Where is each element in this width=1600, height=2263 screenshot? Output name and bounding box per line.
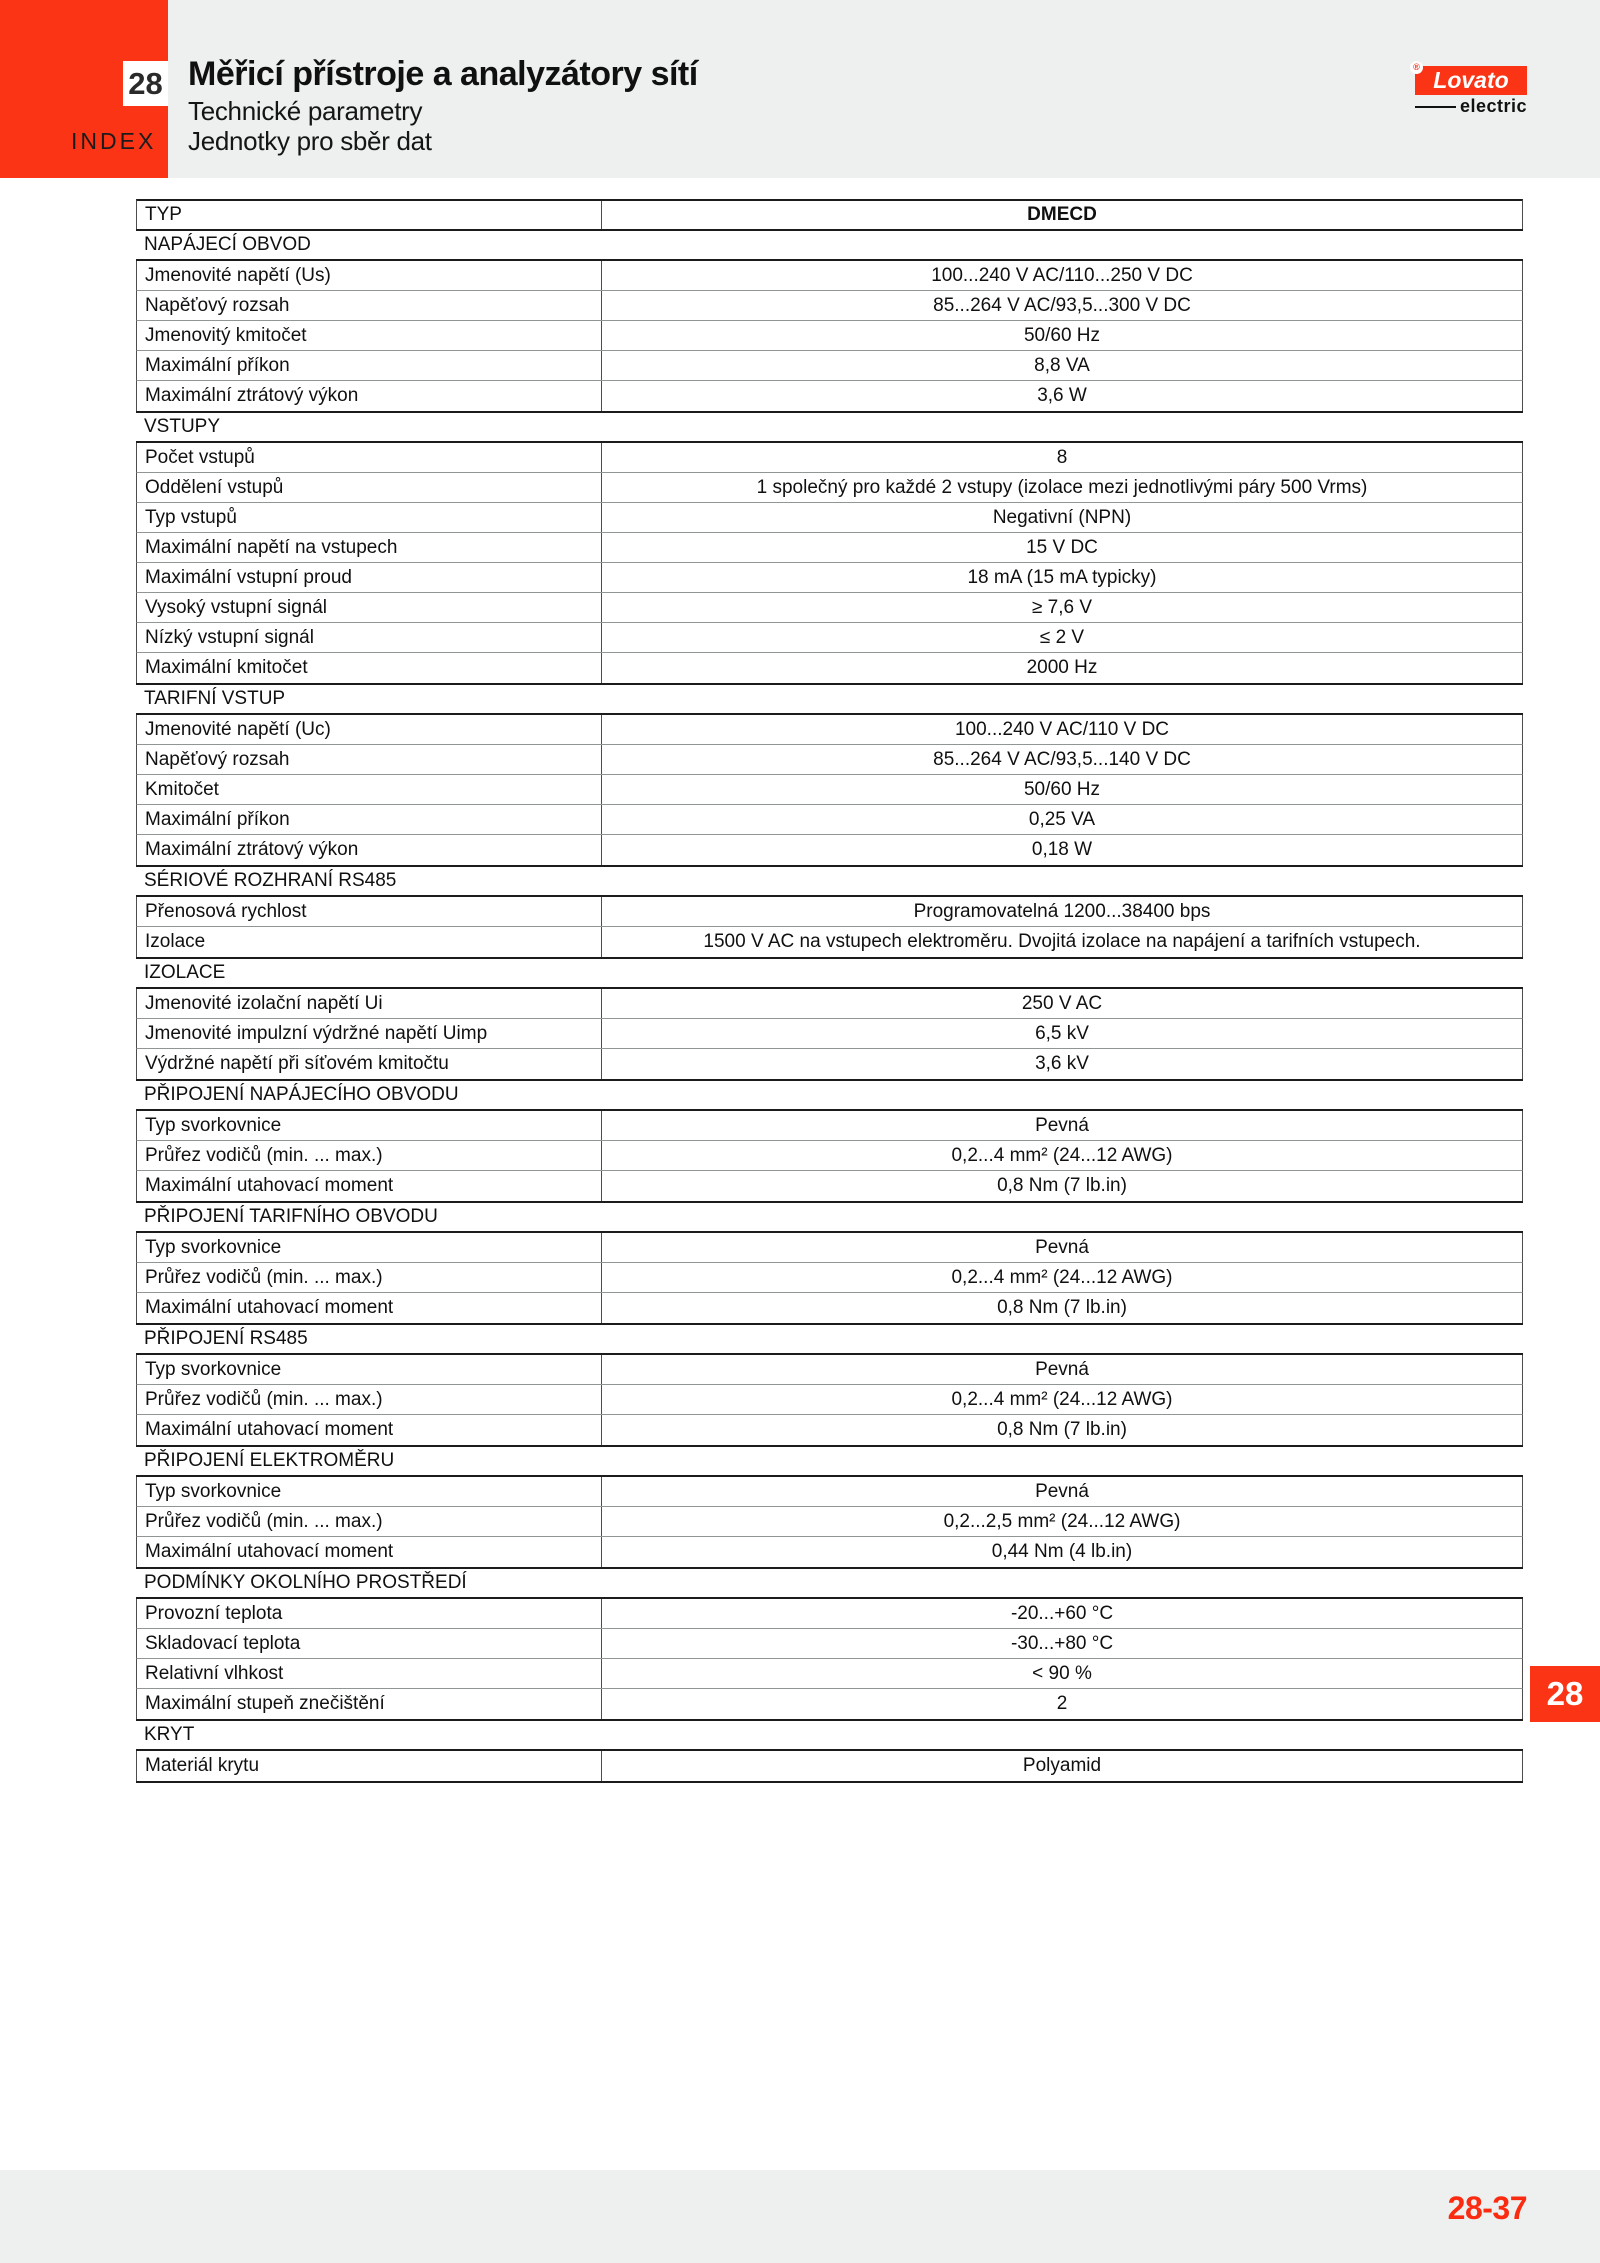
row-value: 18 mA (15 mA typicky): [967, 566, 1157, 588]
section-header-label: PODMÍNKY OKOLNÍHO PROSTŘEDÍ: [144, 1572, 467, 1593]
table-row: [136, 1477, 1523, 1507]
row-value: 0,2...2,5 mm² (24...12 AWG): [943, 1510, 1181, 1532]
row-label: Výdržné napětí při síťovém kmitočtu: [137, 1049, 602, 1079]
row-label: Průřez vodičů (min. ... max.): [137, 1141, 602, 1170]
row-label: Nízký vstupní signál: [137, 623, 602, 652]
row-label: Maximální kmitočet: [137, 653, 602, 683]
table-row: [136, 1293, 1523, 1323]
footer-band: [0, 2170, 1600, 2263]
table-row: [136, 715, 1523, 745]
row-value: 100...240 V AC/110...250 V DC: [931, 264, 1193, 286]
row-label: Maximální příkon: [137, 351, 602, 380]
table-row: [136, 503, 1523, 533]
lovato-logo-electric-row: [1415, 96, 1527, 117]
table-row: [136, 623, 1523, 653]
row-value: 2000 Hz: [1026, 657, 1098, 678]
section-header-label: PŘIPOJENÍ NAPÁJECÍHO OBVODU: [144, 1084, 459, 1105]
row-label: Napěťový rozsah: [137, 291, 602, 320]
index-label: INDEX: [71, 128, 157, 154]
row-label: Průřez vodičů (min. ... max.): [137, 1385, 602, 1414]
row-value: 0,8 Nm (7 lb.in): [997, 1297, 1127, 1318]
row-label: Typ svorkovnice: [137, 1477, 602, 1506]
row-label: Relativní vlhkost: [137, 1659, 602, 1688]
row-label: Maximální vstupní proud: [137, 563, 602, 592]
table-row: [136, 1049, 1523, 1079]
table-row: [136, 1263, 1523, 1293]
table-row: [136, 321, 1523, 351]
table-row: [136, 443, 1523, 473]
row-value: -20...+60 °C: [1010, 1602, 1114, 1624]
row-value: 50/60 Hz: [1023, 778, 1101, 800]
row-value: 6,5 kV: [1035, 1022, 1089, 1044]
row-label: Vysoký vstupní signál: [137, 593, 602, 622]
row-value: 0,2...4 mm² (24...12 AWG): [951, 1388, 1173, 1410]
table-row: [136, 1629, 1523, 1659]
table-section-row: [136, 865, 1523, 897]
row-value: 0,2...4 mm² (24...12 AWG): [951, 1144, 1173, 1166]
lovato-logo-electric: electric: [1459, 96, 1527, 116]
row-value: 8,8 VA: [1034, 354, 1090, 376]
table-row: [136, 775, 1523, 805]
row-value: 0,8 Nm (7 lb.in): [997, 1175, 1127, 1196]
row-value: 0,18 W: [1031, 839, 1093, 860]
row-value: 8: [1056, 446, 1068, 468]
row-value: 0,44 Nm (4 lb.in): [991, 1541, 1133, 1562]
table-section-row: [136, 411, 1523, 443]
row-value: 100...240 V AC/110 V DC: [954, 718, 1170, 740]
section-header-label: IZOLACE: [144, 962, 226, 983]
table-row: [136, 291, 1523, 321]
page-subtitle-1: Technické parametry: [188, 96, 423, 126]
row-value: ≥ 7,6 V: [1031, 596, 1093, 618]
row-value: 1 společný pro každé 2 vstupy (izolace mezi jednotlivými páry 500 Vrms): [756, 476, 1368, 498]
table-row: [136, 1355, 1523, 1385]
row-label: Přenosová rychlost: [137, 897, 602, 926]
table-section-row: [136, 1567, 1523, 1599]
row-value: 0,25 VA: [1028, 808, 1096, 830]
page-title: Měřicí přístroje a analyzátory sítí: [188, 55, 698, 93]
chapter-side-tab-number: 28: [1546, 1675, 1584, 1712]
row-value: Pevná: [1035, 1236, 1089, 1258]
lovato-logo-box: [1413, 62, 1527, 95]
row-label: Maximální stupeň znečištění: [137, 1689, 602, 1719]
row-label: Maximální ztrátový výkon: [137, 381, 602, 411]
table-row: [136, 745, 1523, 775]
table-section-row: [136, 1719, 1523, 1751]
row-label: Jmenovité napětí (Us): [137, 261, 602, 290]
section-header-label: VSTUPY: [144, 416, 221, 437]
table-row: [136, 1141, 1523, 1171]
table-row: [136, 989, 1523, 1019]
row-label: Skladovací teplota: [137, 1629, 602, 1658]
table-row: [136, 1385, 1523, 1415]
row-label: Oddělení vstupů: [137, 473, 602, 502]
table-section-row: [136, 1445, 1523, 1477]
table-row: [136, 1233, 1523, 1263]
table-row: [136, 473, 1523, 503]
row-value: DMECD: [1027, 204, 1097, 225]
table-row: [136, 261, 1523, 291]
row-value: 3,6 W: [1037, 385, 1087, 406]
row-label: Maximální utahovací moment: [137, 1293, 602, 1323]
table-row: [136, 1689, 1523, 1719]
section-header-label: NAPÁJECÍ OBVOD: [144, 234, 311, 255]
technical-parameters-table: [136, 199, 1523, 1783]
row-value: 250 V AC: [1021, 992, 1103, 1014]
page-header-titles: [188, 52, 698, 156]
table-row: [136, 563, 1523, 593]
page-subtitle-2: Jednotky pro sběr dat: [188, 126, 432, 156]
row-value: 1500 V AC na vstupech elektroměru. Dvojitá izolace na napájení a tarifních vstupech.: [703, 931, 1421, 952]
table-section-row: [136, 1079, 1523, 1111]
row-value: 50/60 Hz: [1023, 324, 1101, 346]
table-row: [136, 381, 1523, 411]
table-section-row: [136, 1323, 1523, 1355]
row-label: Jmenovité napětí (Uc): [137, 715, 602, 744]
table-row: [136, 805, 1523, 835]
row-value: Negativní (NPN): [992, 506, 1132, 528]
table-row: [136, 1019, 1523, 1049]
row-value: ≤ 2 V: [1039, 626, 1085, 648]
table-row: [136, 1171, 1523, 1201]
row-label: Počet vstupů: [137, 443, 602, 472]
row-label: Provozní teplota: [137, 1599, 602, 1628]
row-value: Polyamid: [1022, 1755, 1102, 1776]
row-label: Materiál krytu: [137, 1751, 602, 1781]
row-label: TYP: [137, 201, 602, 229]
row-value: Pevná: [1035, 1114, 1089, 1136]
row-value: 85...264 V AC/93,5...300 V DC: [933, 294, 1191, 316]
table-section-row: [136, 1201, 1523, 1233]
table-row: [136, 1599, 1523, 1629]
table-row: [136, 1537, 1523, 1567]
table-section-row: [136, 683, 1523, 715]
table-section-row: [136, 957, 1523, 989]
row-label: Maximální utahovací moment: [137, 1415, 602, 1445]
table-row: [136, 1659, 1523, 1689]
row-label: Typ svorkovnice: [137, 1233, 602, 1262]
table-row: [136, 351, 1523, 381]
table-row: [136, 593, 1523, 623]
row-value: 2: [1056, 1693, 1068, 1714]
table-row: [136, 533, 1523, 563]
row-value: 3,6 kV: [1035, 1053, 1089, 1074]
row-label: Maximální příkon: [137, 805, 602, 834]
chapter-number-box: [123, 61, 168, 106]
section-header-label: PŘIPOJENÍ RS485: [144, 1328, 308, 1349]
row-label: Typ vstupů: [137, 503, 602, 532]
lovato-logo: [1413, 62, 1527, 117]
row-label: Maximální utahovací moment: [137, 1537, 602, 1567]
table-row: [136, 1415, 1523, 1445]
section-header-label: PŘIPOJENÍ TARIFNÍHO OBVODU: [144, 1206, 438, 1227]
row-label: Průřez vodičů (min. ... max.): [137, 1507, 602, 1536]
row-value: Pevná: [1035, 1480, 1089, 1502]
row-label: Maximální utahovací moment: [137, 1171, 602, 1201]
table-row: [136, 835, 1523, 865]
row-value: 15 V DC: [1026, 536, 1098, 558]
table-row: [136, 199, 1523, 229]
row-label: Kmitočet: [137, 775, 602, 804]
row-label: Průřez vodičů (min. ... max.): [137, 1263, 602, 1292]
row-value: 0,8 Nm (7 lb.in): [997, 1419, 1127, 1440]
chapter-side-tab: [1530, 1666, 1600, 1722]
row-value: Programovatelná 1200...38400 bps: [913, 900, 1211, 922]
table-row: [136, 1507, 1523, 1537]
section-header-label: SÉRIOVÉ ROZHRANÍ RS485: [144, 870, 397, 891]
row-value: < 90 %: [1032, 1662, 1092, 1684]
row-label: Jmenovité impulzní výdržné napětí Uimp: [137, 1019, 602, 1048]
table-row: [136, 927, 1523, 957]
section-header-label: PŘIPOJENÍ ELEKTROMĚRU: [144, 1450, 395, 1471]
row-label: Jmenovité izolační napětí Ui: [137, 989, 602, 1018]
row-value: Pevná: [1035, 1358, 1089, 1380]
section-header-label: KRYT: [144, 1724, 195, 1745]
registered-trademark-icon: ®: [1410, 61, 1423, 74]
row-label: Typ svorkovnice: [137, 1111, 602, 1140]
table-row: [136, 653, 1523, 683]
section-header-label: TARIFNÍ VSTUP: [144, 688, 286, 709]
row-label: Maximální ztrátový výkon: [137, 835, 602, 865]
row-label: Typ svorkovnice: [137, 1355, 602, 1384]
row-label: Maximální napětí na vstupech: [137, 533, 602, 562]
logo-underline: [1415, 106, 1456, 108]
row-label: Napěťový rozsah: [137, 745, 602, 774]
row-value: -30...+80 °C: [1010, 1632, 1114, 1654]
table-row: [136, 1111, 1523, 1141]
row-label: Izolace: [137, 927, 602, 957]
row-value: 85...264 V AC/93,5...140 V DC: [933, 748, 1191, 770]
chapter-number: 28: [128, 65, 163, 101]
lovato-logo-wordmark: Lovato: [1433, 67, 1509, 93]
row-label: Jmenovitý kmitočet: [137, 321, 602, 350]
table-section-row: [136, 229, 1523, 261]
page-number: 28-37: [1447, 2190, 1527, 2226]
row-value: 0,2...4 mm² (24...12 AWG): [951, 1266, 1173, 1288]
table-row: [136, 1751, 1523, 1781]
table-row: [136, 897, 1523, 927]
